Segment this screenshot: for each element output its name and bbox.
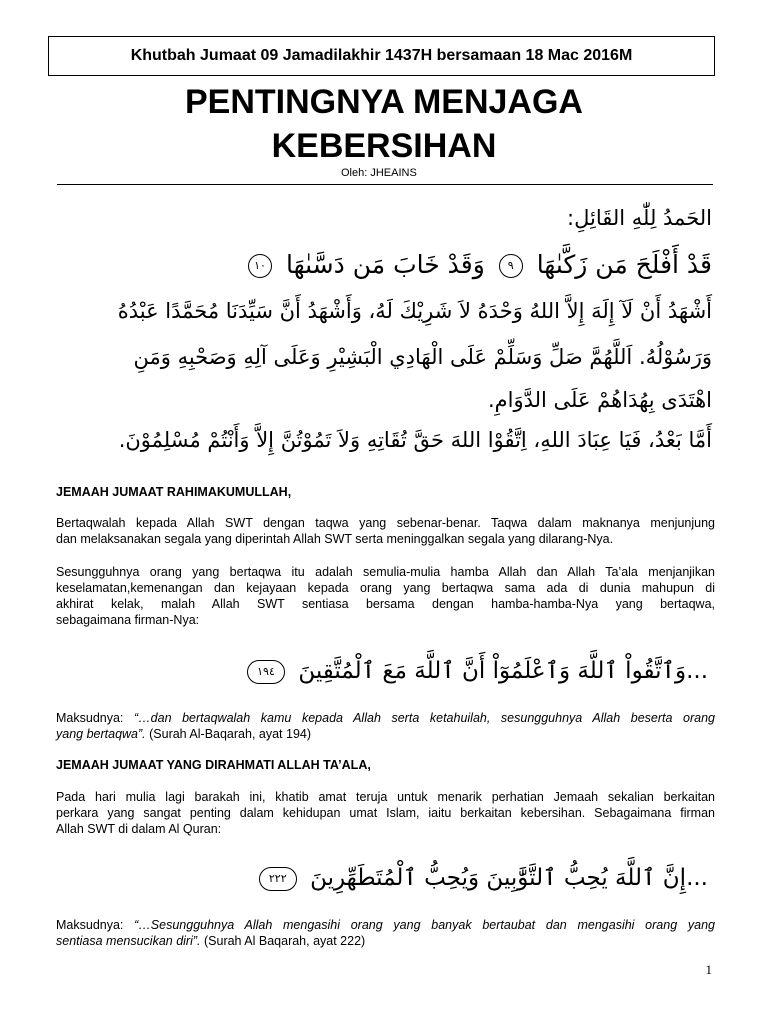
paragraph-line: dan melaksanakan segala yang diperintah Allah SWT serta meninggalkan segala yang dilarang-Nya. (56, 532, 614, 546)
title-divider (57, 184, 713, 185)
verse-reference: (Surah Al Baqarah, ayat 222) (200, 934, 366, 948)
meaning-text: “…Sesungguhnya Allah mengasihi orang yang banyak bertaubat dan mengasihi orang yang (134, 918, 715, 932)
verse-meaning (56, 917, 715, 949)
title-line-2: KEBERSIHAN (271, 127, 497, 165)
paragraph-line (56, 917, 715, 933)
ayah-marker: ٩ (499, 254, 523, 278)
paragraph-line: akhirat kelak, malah Allah SWT sentiasa bersama dengan hamba-hamba-Nya yang bertaqwa, (56, 597, 715, 611)
section-heading: JEMAAH JUMAAT YANG DIRAHMATI ALLAH TA’ALA, (56, 758, 371, 772)
arabic-praise-line: الحَمدُ لِلّٰهِ القَائِلِ: (567, 206, 712, 230)
paragraph-line: Pada hari mulia lagi barakah ini, khatib amat teruja untuk menarik perhatian Jemaah sekalian berkaitan (56, 790, 715, 804)
paragraph-line: Sesungguhnya orang yang bertaqwa itu adalah semulia-mulia hamba Allah dan Allah Ta’ala menjanjikan (56, 565, 715, 579)
paragraph (56, 515, 715, 547)
arabic-quran-line (242, 250, 712, 280)
arabic-verse-part-1: قَدْ أَفْلَحَ مَن زَكَّىٰهَا (536, 250, 712, 279)
ayah-marker: ١٠ (248, 254, 272, 278)
verse-meaning (56, 710, 715, 742)
ayah-marker: ٢٢٢ (259, 867, 297, 891)
paragraph-line: keselamatan,kemenangan dan kejayaan kepada orang yang bertaqwa sama ada di dunia mahupun di (56, 581, 715, 595)
section-heading: JEMAAH JUMAAT RAHIMAKUMULLAH, (56, 485, 292, 499)
paragraph-line (56, 933, 715, 949)
paragraph-line (56, 710, 715, 726)
khutbah-date: Khutbah Jumaat 09 Jamadilakhir 1437H bersamaan 18 Mac 2016M (130, 47, 633, 64)
arabic-verse-part-2: وَقَدْ خَابَ مَن دَسَّىٰهَا (286, 250, 485, 279)
page-number: 1 (705, 962, 712, 977)
paragraph-line (56, 726, 715, 742)
paragraph-line: Allah SWT di dalam Al Quran: (56, 822, 222, 836)
paragraph-line: perkara yang sangat penting dalam kehidupan umat Islam, iaitu berkaitan kebersihan. Sebagaimana firman (56, 806, 715, 820)
khutbah-date-box (48, 36, 715, 76)
ayah-marker: ١٩٤ (247, 660, 285, 684)
author-line: Oleh: JHEAINS (341, 167, 417, 179)
title-line-1: PENTINGNYA MENJAGA (185, 83, 583, 121)
arabic-salawat-end-line: اهْتَدَى بِهُدَاهُمْ عَلَى الدَّوَامِ. (487, 388, 712, 412)
paragraph-line: Bertaqwalah kepada Allah SWT dengan taqwa yang sebenar-benar. Taqwa dalam maknanya menjunjung (56, 516, 715, 530)
page-title (56, 80, 712, 168)
arabic-shahadah-line: أَشْهَدُ أَنْ لَآ إِلَهَ إِلاَّ اللهُ وَحْدَهُ لاَ شَرِيْكَ لَهُ، وَأَشْهَدُ أَنَّ سَيِّدَنَا مُحَمَّدًا عَبْدُهُ (117, 299, 712, 323)
meaning-text: sentiasa mensucikan diri”. (56, 934, 201, 948)
meaning-label: Maksudnya: (56, 711, 134, 725)
arabic-verse-line (241, 656, 708, 686)
arabic-salawat-line: وَرَسُوْلُهُ. اَللَّهُمَّ صَلِّ وَسَلِّمْ عَلَى الْهَادِي الْبَشِيْرِ وَعَلَى آلِهِ وَصَحْبِهِ وَمَنِ (133, 345, 712, 369)
arabic-verse-text: ...وَٱتَّقُواْ ٱللَّهَ وَٱعْلَمُوٓاْ أَنَّ ٱللَّهَ مَعَ ٱلْمُتَّقِينَ (298, 658, 708, 684)
paragraph (56, 789, 715, 837)
meaning-text: “…dan bertaqwalah kamu kepada Allah serta ketahuilah, sesungguhnya Allah beserta orang (134, 711, 715, 725)
paragraph-line: sebagaimana firman-Nya: (56, 613, 200, 627)
meaning-label: Maksudnya: (56, 918, 135, 932)
arabic-taqwa-line: أَمَّا بَعْدُ، فَيَا عِبَادَ اللهِ، اِتَّقُوْا اللهَ حَقَّ تُقَاتِهِ وَلاَ تَمُوْتُنَّ إِلاَّ وَأَنْتُمْ مُسْلِمُوْنَ. (118, 428, 712, 452)
paragraph (56, 564, 715, 628)
arabic-verse-line (253, 863, 708, 893)
arabic-verse-text: ...إِنَّ ٱللَّهَ يُحِبُّ ٱلتَّوَّٰبِينَ وَيُحِبُّ ٱلْمُتَطَهِّرِينَ (310, 865, 708, 891)
meaning-text: yang bertaqwa”. (56, 727, 146, 741)
verse-reference: (Surah Al-Baqarah, ayat 194) (145, 727, 312, 741)
